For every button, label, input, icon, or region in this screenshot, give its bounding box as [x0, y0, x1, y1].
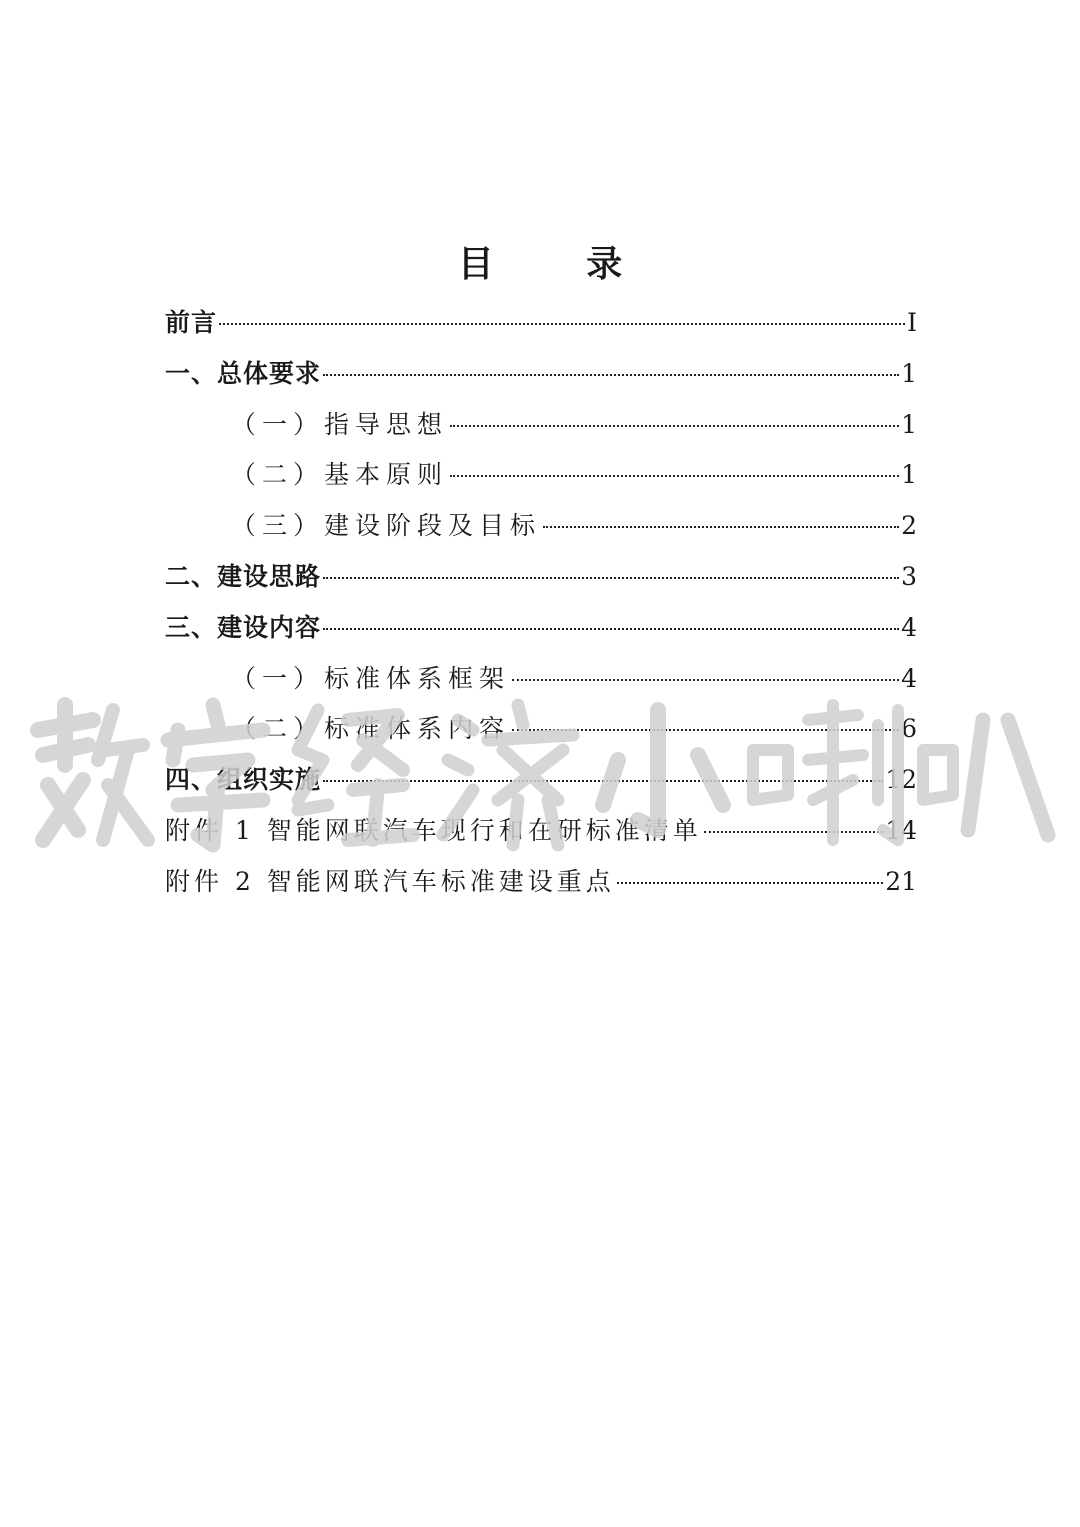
- toc-leader-dots: [512, 679, 899, 681]
- toc-leader-dots: [323, 780, 883, 782]
- toc-entry-page: I: [907, 308, 917, 337]
- toc-entry-preface[interactable]: [165, 298, 917, 349]
- toc-entry-label: （三）建设阶段及目标: [231, 511, 542, 541]
- toc-entry-label: 附件 2 智能网联汽车标准建设重点: [165, 866, 615, 896]
- toc-leader-dots: [323, 577, 899, 579]
- toc-entry-label: 前言: [165, 308, 218, 337]
- toc-entry-label: 附件 1 智能网联汽车现行和在研标准清单: [165, 815, 702, 845]
- toc-entry-page: 1: [901, 460, 917, 490]
- toc-entry-label: （一）标准体系框架: [231, 663, 511, 693]
- toc-entry-page: 12: [885, 765, 917, 795]
- toc-title: 目 录: [457, 244, 663, 285]
- toc-leader-dots: [543, 526, 899, 528]
- toc-entry-page: 1: [901, 358, 917, 388]
- toc-leader-dots: [219, 323, 905, 325]
- toc-entry-construction-approach[interactable]: [165, 552, 917, 603]
- toc-entry-construction-content[interactable]: [165, 603, 917, 654]
- toc-entry-appendix-2[interactable]: [165, 857, 917, 908]
- toc-entry-page: 4: [901, 612, 917, 642]
- toc-entry-page: 21: [885, 866, 917, 896]
- toc-entry-label: 四、组织实施: [165, 765, 322, 795]
- toc-entry-standards-content[interactable]: [165, 704, 917, 755]
- toc-entry-page: 2: [901, 511, 917, 541]
- toc-entry-page: 6: [901, 714, 917, 744]
- toc-entry-appendix-1[interactable]: [165, 806, 917, 857]
- toc-entry-label: （二）基本原则: [231, 460, 449, 490]
- toc-entry-standards-framework[interactable]: [165, 654, 917, 705]
- toc-entry-page: 3: [901, 561, 917, 591]
- toc-leader-dots: [450, 425, 899, 427]
- toc-leader-dots: [323, 374, 899, 376]
- toc-entry-implementation[interactable]: [165, 755, 917, 806]
- table-of-contents: [165, 298, 917, 908]
- toc-leader-dots: [323, 628, 899, 630]
- toc-entry-page: 1: [901, 409, 917, 439]
- toc-entry-general-requirements[interactable]: [165, 349, 917, 400]
- toc-entry-label: （二）标准体系内容: [231, 714, 511, 744]
- toc-entry-page: 4: [901, 663, 917, 693]
- toc-entry-label: （一）指导思想: [231, 409, 449, 439]
- toc-entry-guiding-ideology[interactable]: [165, 400, 917, 451]
- toc-leader-dots: [704, 831, 883, 833]
- toc-entry-page: 14: [885, 815, 917, 845]
- toc-leader-dots: [512, 729, 899, 731]
- toc-entry-label: 一、总体要求: [165, 358, 322, 388]
- toc-entry-label: 三、建设内容: [165, 612, 322, 642]
- toc-leader-dots: [450, 475, 899, 477]
- toc-leader-dots: [617, 882, 883, 884]
- toc-entry-stages-and-goals[interactable]: [165, 501, 917, 552]
- toc-entry-label: 二、建设思路: [165, 561, 322, 591]
- toc-entry-basic-principles[interactable]: [165, 450, 917, 501]
